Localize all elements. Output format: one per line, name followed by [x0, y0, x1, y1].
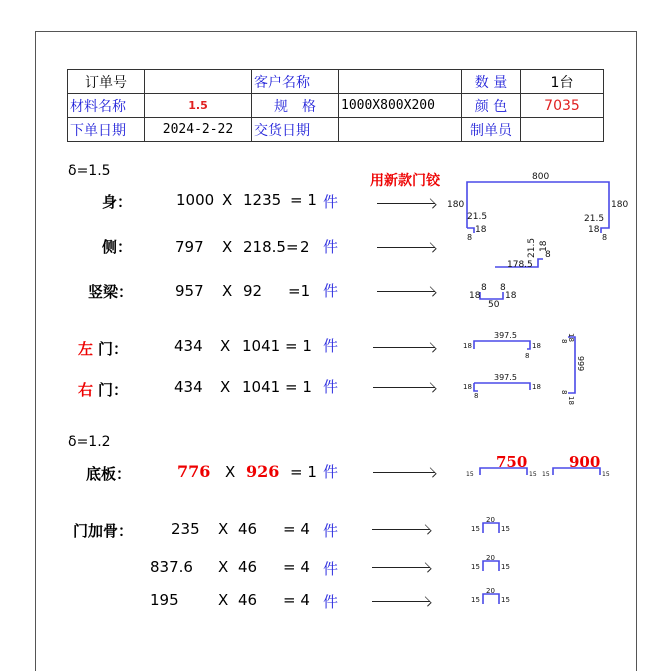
part-height: 1041 — [242, 337, 281, 355]
part-qty: = 4 — [283, 520, 310, 538]
dim: 15 — [501, 563, 510, 571]
part-width: 434 — [174, 337, 203, 355]
dim: 21.5 — [584, 214, 605, 224]
part-height: 46 — [238, 558, 258, 576]
part-width: 434 — [174, 378, 203, 396]
color-label: 颜 色 — [462, 94, 521, 118]
dim: 8 — [474, 392, 479, 400]
qty-value[interactable]: 1台 — [521, 70, 604, 94]
part-height: 1235 — [243, 191, 282, 209]
customer-label: 客户名称 — [252, 70, 339, 94]
right-marker: 右 — [78, 381, 94, 399]
hinge-note: 用新款门铰 — [370, 173, 440, 189]
times-sign: X — [220, 337, 231, 355]
part-name: 竖梁： — [88, 283, 134, 301]
part-height: 46 — [238, 591, 258, 609]
part-qty: = 4 — [283, 591, 310, 609]
dim: 15 — [471, 596, 480, 604]
dim: 397.5 — [494, 373, 517, 382]
dim: 20 — [486, 587, 495, 595]
delivery-label: 交货日期 — [252, 118, 339, 142]
door-side-profile-icon — [568, 337, 575, 393]
dim: 18 — [532, 342, 541, 350]
part-name: 身： — [102, 193, 133, 211]
dim: 20 — [486, 554, 495, 562]
part-qty: = 1 — [290, 191, 317, 209]
times-sign: X — [218, 558, 229, 576]
material-value[interactable]: 1.5 — [145, 94, 252, 118]
left-door-profile-icon — [474, 341, 530, 349]
part-qty: =1 — [288, 282, 311, 300]
part-width: 797 — [175, 238, 204, 256]
dim: 18 — [505, 291, 517, 301]
times-sign: X — [218, 520, 229, 538]
part-name: 侧： — [102, 238, 133, 256]
part-width: 957 — [175, 282, 204, 300]
part-qty: = 1 — [285, 337, 312, 355]
dim: 8 — [481, 283, 487, 293]
dim: 20 — [486, 516, 495, 524]
unit-label: 件 — [323, 193, 339, 211]
dim: 15 — [471, 563, 480, 571]
dim-body-left: 180 — [447, 200, 465, 210]
dim: 15 — [501, 596, 510, 604]
dim: 8 — [545, 250, 551, 260]
part-height: 218.5= — [243, 238, 299, 256]
dim-body-top: 800 — [532, 172, 550, 182]
dim: 15 — [542, 471, 550, 478]
part-width: 195 — [150, 591, 179, 609]
part-name: 底板： — [86, 465, 132, 483]
dim: 8 — [500, 283, 506, 293]
dim: 18 — [463, 383, 472, 391]
right-door-profile-icon — [474, 383, 478, 391]
unit-label: 件 — [323, 337, 339, 355]
dim: 900 — [569, 453, 601, 471]
dim: 18 — [469, 291, 481, 301]
unit-label: 件 — [323, 463, 339, 481]
dim: 15 — [529, 471, 537, 478]
dim: 750 — [496, 453, 528, 471]
dim: 18 — [475, 225, 487, 235]
dim: 18 — [532, 383, 541, 391]
unit-label: 件 — [323, 593, 339, 611]
part-name: 门加骨： — [73, 522, 134, 540]
times-sign: X — [218, 591, 229, 609]
dim: 8 — [467, 233, 473, 242]
times-sign: X — [220, 378, 231, 396]
dim: 15 — [471, 525, 480, 533]
unit-label: 件 — [323, 282, 339, 300]
dim: 8 — [560, 390, 568, 395]
times-sign: X — [225, 463, 236, 481]
dim: 21.5 — [467, 212, 488, 222]
part-height: 1041 — [242, 378, 281, 396]
times-sign: X — [222, 191, 233, 209]
dim: 8 — [525, 352, 530, 360]
part-height: 926 — [246, 462, 280, 481]
spec-label: 规 格 — [252, 94, 339, 118]
order-date-value[interactable]: 2024-2-22 — [145, 118, 252, 142]
times-sign: X — [222, 282, 233, 300]
dim: 15 — [466, 471, 474, 478]
dim: 178.5 — [507, 260, 533, 270]
spec-value[interactable]: 1000X800X200 — [339, 94, 462, 118]
part-height: 92 — [243, 282, 263, 300]
rib-profile-icon — [483, 523, 499, 533]
dim: 18 — [567, 333, 575, 342]
dim: 50 — [488, 300, 500, 310]
dim: 397.5 — [494, 331, 517, 340]
dim: 18 — [539, 240, 549, 252]
part-width: 837.6 — [150, 558, 193, 576]
dim-body-right: 180 — [611, 200, 629, 210]
unit-label: 件 — [323, 238, 339, 256]
dim: 15 — [602, 471, 610, 478]
part-name: 门： — [98, 340, 129, 358]
part-name: 门： — [98, 381, 129, 399]
color-value[interactable]: 7035 — [521, 94, 604, 118]
beam-profile-icon — [480, 292, 503, 299]
dim: 21.5 — [527, 237, 537, 258]
dim: 15 — [501, 525, 510, 533]
unit-label: 件 — [323, 560, 339, 578]
material-label: 材料名称 — [68, 94, 145, 118]
part-qty: = 1 — [285, 378, 312, 396]
dim: 18 — [567, 396, 575, 405]
part-qty: 2 — [300, 238, 310, 256]
dim: 8 — [602, 233, 608, 242]
part-width: 1000 — [176, 191, 215, 209]
thickness-label-1: δ=1.5 — [68, 163, 111, 179]
part-height: 46 — [238, 520, 258, 538]
dim: 18 — [463, 342, 472, 350]
part-width: 776 — [177, 462, 211, 481]
dim: 18 — [588, 225, 600, 235]
maker-label: 制单员 — [462, 118, 521, 142]
part-qty: = 4 — [283, 558, 310, 576]
times-sign: X — [222, 238, 233, 256]
qty-label: 数 量 — [462, 70, 521, 94]
unit-label: 件 — [323, 378, 339, 396]
order-no-label: 订单号 — [68, 70, 145, 94]
part-qty: = 1 — [290, 463, 317, 481]
thickness-label-2: δ=1.2 — [68, 434, 111, 450]
dim: 999 — [576, 356, 585, 372]
left-marker: 左 — [78, 340, 94, 358]
dim: 8 — [560, 339, 568, 344]
order-date-label: 下单日期 — [68, 118, 145, 142]
unit-label: 件 — [323, 522, 339, 540]
part-width: 235 — [171, 520, 200, 538]
